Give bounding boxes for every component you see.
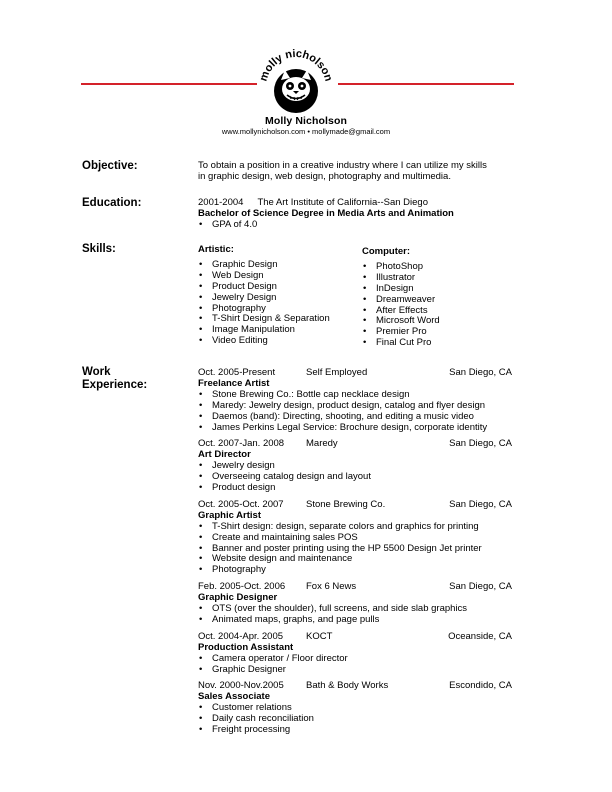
skills-artistic-column bbox=[198, 245, 330, 347]
candidate-name: Molly Nicholson bbox=[264, 115, 347, 127]
work-heading-line2: Experience: bbox=[82, 379, 148, 391]
job-dates: Oct. 2005-Oct. 2007 bbox=[198, 498, 284, 510]
job-company: KOCT bbox=[306, 630, 333, 642]
skill-item: • Microsoft Word bbox=[362, 316, 440, 327]
work-heading bbox=[82, 366, 147, 392]
job-dates: Oct. 2007-Jan. 2008 bbox=[198, 438, 285, 450]
skill-item: • Illustrator bbox=[362, 273, 440, 284]
objective-line: in graphic design, web design, photography and multimedia. bbox=[198, 170, 451, 182]
job-duty: • Daemos (band): Directing, shooting, and editing a music video bbox=[198, 412, 528, 423]
job-header-row bbox=[198, 632, 528, 643]
job-duty: • James Perkins Legal Service: Brochure design, corporate identity bbox=[198, 423, 528, 434]
education-block bbox=[198, 198, 528, 231]
education-detail: • GPA of 4.0 bbox=[198, 220, 528, 231]
job-entry bbox=[198, 582, 528, 626]
skill-item: • Video Editing bbox=[198, 336, 330, 347]
job-title: Production Assistant bbox=[198, 641, 294, 653]
job-duty: • Animated maps, graphs, and page pulls bbox=[198, 615, 528, 626]
job-header-row bbox=[198, 439, 528, 450]
skills-artistic-header: Artistic: bbox=[198, 244, 234, 255]
objective-line: To obtain a position in a creative industry where I can utilize my skills bbox=[198, 160, 487, 171]
skill-item: • Premier Pro bbox=[362, 327, 440, 338]
skill-item: • Jewelry Design bbox=[198, 293, 330, 304]
objective-text bbox=[198, 161, 528, 183]
job-title: Art Director bbox=[198, 449, 251, 461]
header-rule-right bbox=[338, 83, 514, 85]
job-duty: • Website design and maintenance bbox=[198, 554, 528, 565]
skills-block bbox=[198, 245, 528, 355]
job-duty: • Customer relations bbox=[198, 703, 528, 714]
education-institution: The Art Institute of California--San Diego bbox=[257, 197, 428, 208]
logo-text: molly nicholson bbox=[257, 47, 335, 83]
skill-item: • T-Shirt Design & Separation bbox=[198, 314, 330, 325]
job-location: San Diego, CA bbox=[449, 498, 512, 510]
job-title: Sales Associate bbox=[198, 691, 270, 703]
job-duty: • Create and maintaining sales POS bbox=[198, 533, 528, 544]
job-duty: • OTS (over the shoulder), full screens, and side slab graphics bbox=[198, 604, 528, 615]
job-company: Bath & Body Works bbox=[306, 680, 389, 692]
job-duty: • Jewelry design bbox=[198, 461, 528, 472]
skill-item: • InDesign bbox=[362, 284, 440, 295]
work-experience-block bbox=[198, 368, 528, 742]
job-location: Escondido, CA bbox=[449, 680, 512, 692]
job-dates: Feb. 2005-Oct. 2006 bbox=[198, 581, 286, 593]
objective-heading: Objective: bbox=[82, 160, 138, 172]
job-location: San Diego, CA bbox=[449, 438, 512, 450]
job-duty: • Photography bbox=[198, 565, 528, 576]
job-entry bbox=[198, 368, 528, 433]
skill-item: • Photography bbox=[198, 304, 330, 315]
job-header-row bbox=[198, 681, 528, 692]
skills-heading: Skills: bbox=[82, 243, 116, 255]
education-years: 2001-2004 bbox=[198, 197, 244, 208]
job-dates: Nov. 2000-Nov.2005 bbox=[198, 680, 284, 692]
job-title: Freelance Artist bbox=[198, 377, 270, 389]
logo-emblem-icon bbox=[246, 40, 346, 120]
skill-item: • Product Design bbox=[198, 282, 330, 293]
education-degree: Bachelor of Science Degree in Media Arts and Animation bbox=[198, 207, 454, 219]
skill-item: • Final Cut Pro bbox=[362, 338, 440, 349]
job-header-row bbox=[198, 368, 528, 379]
job-duty: • Graphic Designer bbox=[198, 665, 528, 676]
skills-computer-header: Computer: bbox=[362, 246, 411, 257]
job-duty: • Daily cash reconciliation bbox=[198, 714, 528, 725]
job-duty: • Maredy: Jewelry design, product design, catalog and flyer design bbox=[198, 401, 528, 412]
job-header-row bbox=[198, 582, 528, 593]
job-duty: • Camera operator / Floor director bbox=[198, 654, 528, 665]
work-heading-line1: Work bbox=[82, 366, 111, 378]
job-entry bbox=[198, 500, 528, 576]
job-location: San Diego, CA bbox=[449, 581, 512, 593]
job-duty: • Product design bbox=[198, 483, 528, 494]
contact-info: www.mollynicholson.com • mollymade@gmail.com bbox=[221, 127, 391, 136]
skill-item: • Image Manipulation bbox=[198, 325, 330, 336]
job-duty: • T-Shirt design: design, separate colors and graphics for printing bbox=[198, 522, 528, 533]
skill-item: • Dreamweaver bbox=[362, 295, 440, 306]
job-title: Graphic Artist bbox=[198, 509, 261, 521]
job-header-row bbox=[198, 500, 528, 511]
job-dates: Oct. 2004-Apr. 2005 bbox=[198, 630, 284, 642]
job-company: Maredy bbox=[306, 438, 338, 450]
job-title: Graphic Designer bbox=[198, 592, 278, 604]
job-duty: • Banner and poster printing using the HP 5500 Design Jet printer bbox=[198, 544, 528, 555]
education-heading: Education: bbox=[82, 197, 142, 209]
job-location: Oceanside, CA bbox=[448, 630, 512, 642]
job-duty: • Overseeing catalog design and layout bbox=[198, 472, 528, 483]
job-company: Self Employed bbox=[306, 367, 368, 378]
job-dates: Oct. 2005-Present bbox=[198, 367, 276, 378]
skill-item: • PhotoShop bbox=[362, 262, 440, 273]
job-company: Fox 6 News bbox=[306, 581, 357, 593]
job-duty: • Freight processing bbox=[198, 725, 528, 736]
header-rule-left bbox=[81, 83, 257, 85]
skill-item: • Web Design bbox=[198, 271, 330, 282]
job-entry bbox=[198, 632, 528, 676]
job-entry bbox=[198, 681, 528, 736]
job-duty: • Stone Brewing Co.: Bottle cap necklace design bbox=[198, 390, 528, 401]
skill-item: • Graphic Design bbox=[198, 260, 330, 271]
job-company: Stone Brewing Co. bbox=[306, 498, 386, 510]
job-entry bbox=[198, 439, 528, 494]
job-location: San Diego, CA bbox=[449, 367, 512, 378]
skills-computer-column bbox=[362, 247, 440, 349]
skill-item: • After Effects bbox=[362, 306, 440, 317]
